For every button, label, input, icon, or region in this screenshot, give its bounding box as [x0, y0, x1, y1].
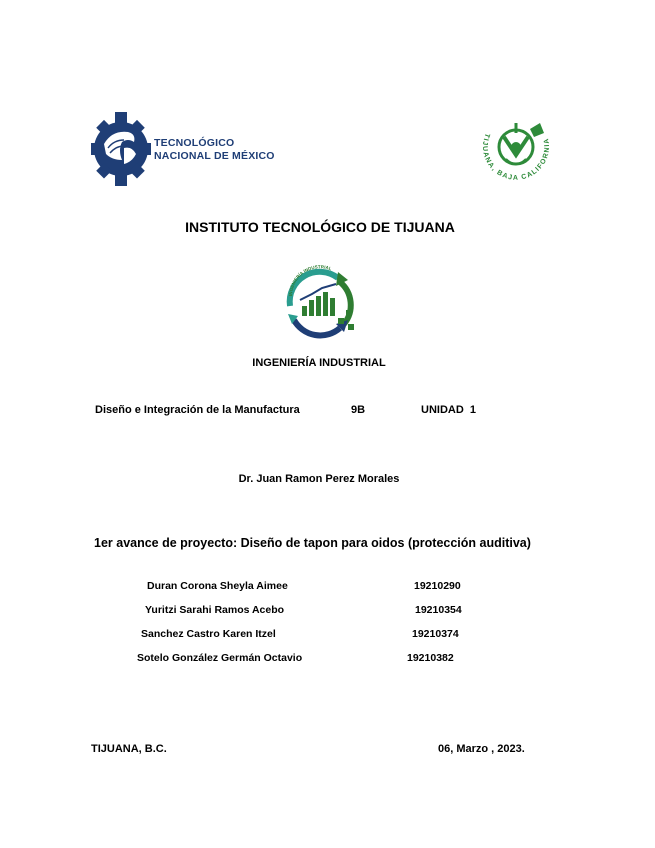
itt-seal-logo: [470, 103, 562, 195]
itt-seal-icon: [470, 103, 562, 195]
student-name-2: Yuritzi Sarahi Ramos Acebo: [145, 604, 285, 616]
industrial-engineering-gear-icon: [278, 262, 366, 344]
tecnm-gear-eagle-icon: [88, 104, 154, 194]
itt-seal-text: TIJUANA, BAJA CALIFORNIA: [480, 132, 552, 182]
career-logo-text: INGENIERÍA INDUSTRIAL: [287, 264, 333, 297]
student-id-3: 19210374: [412, 628, 459, 640]
institute-title: INSTITUTO TECNOLÓGICO DE TIJUANA: [185, 219, 455, 235]
student-id-2: 19210354: [415, 604, 462, 616]
tecnm-logo-line1: TECNOLÓGICO: [154, 137, 235, 149]
tecnm-logo-line2: NACIONAL DE MÉXICO: [154, 150, 275, 162]
student-id-1: 19210290: [414, 580, 461, 592]
footer-date: 06, Marzo , 2023.: [438, 743, 525, 755]
course-name: Diseño e Integración de la Manufactura: [95, 404, 300, 416]
course-unit: UNIDAD 1: [421, 404, 477, 416]
student-name-4: Sotelo González Germán Octavio: [137, 652, 303, 664]
course-group: 9B: [351, 404, 366, 416]
teacher-name: Dr. Juan Ramon Perez Morales: [238, 473, 400, 485]
student-id-4: 19210382: [407, 652, 454, 664]
student-name-1: Duran Corona Sheyla Aimee: [147, 580, 288, 592]
project-title: 1er avance de proyecto: Diseño de tapon para oidos (protección auditiva): [94, 536, 531, 550]
footer-place: TIJUANA, B.C.: [91, 743, 167, 755]
student-name-3: Sanchez Castro Karen Itzel: [141, 628, 276, 640]
tecnm-logo: [88, 104, 278, 194]
industrial-engineering-logo: [278, 262, 366, 344]
career-name: INGENIERÍA INDUSTRIAL: [252, 357, 386, 369]
